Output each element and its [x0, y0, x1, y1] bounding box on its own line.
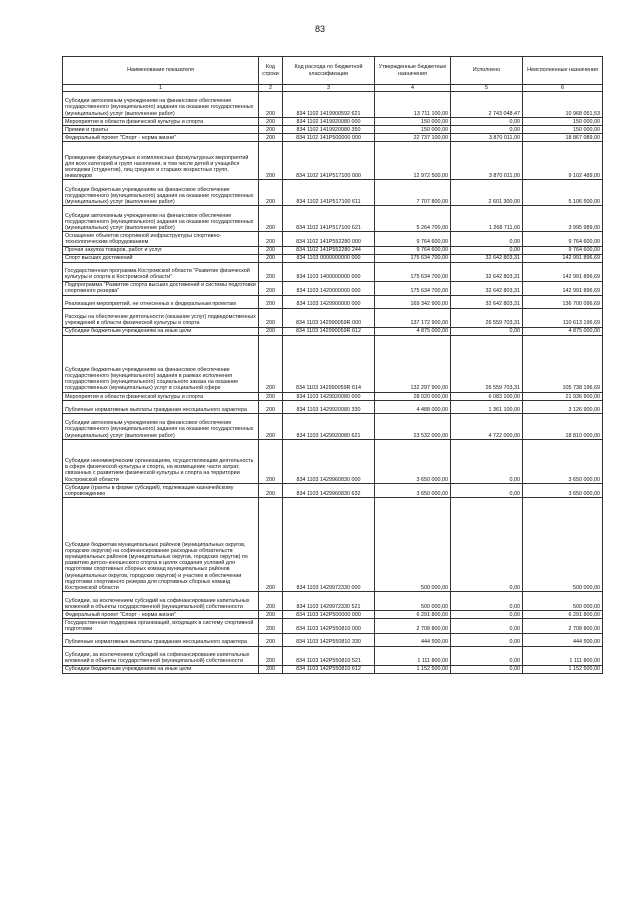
- row-approved: 500 000,00: [375, 498, 451, 592]
- row-expense-code: 834 1102 141P552280 244: [283, 246, 375, 254]
- table-row: [63, 180, 603, 206]
- row-executed: 26 559 703,31: [451, 308, 523, 327]
- row-line-code: 200: [259, 134, 283, 142]
- row-executed: 32 642 803,31: [451, 254, 523, 262]
- row-name: Прочая закупка товаров, работ и услуг: [63, 246, 259, 254]
- row-unexecuted: 142 991 896,69: [523, 281, 603, 295]
- row-approved: 132 297 900,00: [375, 336, 451, 393]
- row-name: Субсидии бюджетным учреждениям на иные цели: [63, 327, 259, 335]
- row-approved: 2 708 800,00: [375, 619, 451, 633]
- header-name: Наименование показателя: [63, 57, 259, 85]
- row-unexecuted: 105 738 196,69: [523, 336, 603, 393]
- row-expense-code: 834 1102 141P500000 000: [283, 134, 375, 142]
- row-expense-code: 834 1103 1429920080 330: [283, 401, 375, 414]
- row-line-code: 200: [259, 336, 283, 393]
- row-line-code: 200: [259, 611, 283, 619]
- table-row: [63, 295, 603, 308]
- row-executed: 0,00: [451, 327, 523, 335]
- row-expense-code: 834 1103 1420000000 000: [283, 281, 375, 295]
- row-unexecuted: 9 764 600,00: [523, 232, 603, 246]
- row-approved: 4 488 000,00: [375, 401, 451, 414]
- row-executed: 0,00: [451, 246, 523, 254]
- row-expense-code: 834 1102 1419920080 000: [283, 118, 375, 126]
- row-unexecuted: 4 875 000,00: [523, 327, 603, 335]
- table-row: [63, 254, 603, 262]
- row-approved: 9 764 600,00: [375, 232, 451, 246]
- row-executed: 0,00: [451, 118, 523, 126]
- header-approved: Утвержденные бюджетные назначения: [375, 57, 451, 85]
- header-executed: Исполнено: [451, 57, 523, 85]
- table-row: [63, 246, 603, 254]
- row-expense-code: 834 1103 142990059R 614: [283, 336, 375, 393]
- row-approved: 22 737 100,00: [375, 134, 451, 142]
- row-unexecuted: 2 708 800,00: [523, 619, 603, 633]
- table-row: [63, 633, 603, 646]
- row-name: Государственная программа Костромской области "Развитие физической культуры и спорта в Костромской области": [63, 262, 259, 281]
- table-row: [63, 336, 603, 393]
- table-row: [63, 401, 603, 414]
- row-unexecuted: 10 968 051,53: [523, 92, 603, 118]
- table-row: [63, 232, 603, 246]
- table-row: [63, 498, 603, 592]
- row-executed: 0,00: [451, 633, 523, 646]
- row-line-code: 200: [259, 592, 283, 611]
- row-line-code: 200: [259, 619, 283, 633]
- row-name: Субсидии, за исключением субсидий на софинансирование капитальных вложений в объекты государственной (муниципальной) собственности: [63, 646, 259, 665]
- table-row: [63, 262, 603, 281]
- table-row: [63, 142, 603, 180]
- row-approved: 9 764 600,00: [375, 246, 451, 254]
- row-unexecuted: 18 867 089,00: [523, 134, 603, 142]
- row-executed: 0,00: [451, 646, 523, 665]
- row-executed: 32 642 803,31: [451, 295, 523, 308]
- row-executed: 0,00: [451, 619, 523, 633]
- row-unexecuted: 444 500,00: [523, 633, 603, 646]
- row-expense-code: 834 1103 142P500000 000: [283, 611, 375, 619]
- row-name: Государственная поддержка организаций, входящих в систему спортивной подготовки: [63, 619, 259, 633]
- row-expense-code: 834 1102 141P517100 000: [283, 142, 375, 180]
- column-number: 5: [451, 85, 523, 92]
- row-name: Мероприятия в области физической культуры и спорта: [63, 393, 259, 401]
- row-name: Субсидии бюджетным учреждениям на финансовое обеспечение государственного (муниципального) задания в рамках исполнения государственного (муниципального) социального заказа на оказание государственных (муниципальных) услуг в социальной сфере: [63, 336, 259, 393]
- row-approved: 1 152 500,00: [375, 665, 451, 673]
- row-line-code: 200: [259, 142, 283, 180]
- row-approved: 28 020 000,00: [375, 393, 451, 401]
- row-name: Субсидии бюджетам муниципальных районов (муниципальных округов, городских округов) на софинансирование расходных обязательств муниципальных районов (муниципальных округов, городских округов) по развитию детско-юношеского спорта в целях создания условий для подготовки спортивных сборных команд муниципальных районов (муниципальных округов, городских округов) и участию в обеспечении подготовки спортивного резерва для спортивных сборных команд Костромской области: [63, 498, 259, 592]
- row-unexecuted: 1 152 500,00: [523, 665, 603, 673]
- row-unexecuted: 110 613 196,69: [523, 308, 603, 327]
- table-row: [63, 393, 603, 401]
- row-name: Субсидии (гранты в форме субсидий), подлежащие казначейскому сопровождению: [63, 484, 259, 498]
- row-executed: 0,00: [451, 440, 523, 484]
- row-line-code: 200: [259, 118, 283, 126]
- row-executed: 4 722 000,00: [451, 414, 523, 440]
- row-expense-code: 834 1103 1429900000 000: [283, 295, 375, 308]
- row-expense-code: 834 1102 141P552280 000: [283, 232, 375, 246]
- row-unexecuted: 5 106 500,00: [523, 180, 603, 206]
- table-row: [63, 92, 603, 118]
- row-name: Субсидии бюджетным учреждениям на иные цели: [63, 665, 259, 673]
- row-unexecuted: 9 102 489,00: [523, 142, 603, 180]
- table-row: [63, 281, 603, 295]
- table-row: [63, 327, 603, 335]
- budget-execution-table: [62, 56, 603, 674]
- row-approved: 1 111 800,00: [375, 646, 451, 665]
- row-name: Федеральный проект "Спорт - норма жизни": [63, 611, 259, 619]
- table-header-row: [63, 57, 603, 85]
- row-executed: 2 601 300,00: [451, 180, 523, 206]
- row-executed: 0,00: [451, 484, 523, 498]
- row-unexecuted: 500 000,00: [523, 498, 603, 592]
- row-expense-code: 834 1103 142P550810 521: [283, 646, 375, 665]
- table-body: [63, 92, 603, 674]
- row-approved: 169 342 900,00: [375, 295, 451, 308]
- row-name: Публичные нормативные выплаты гражданам несоциального характера: [63, 401, 259, 414]
- row-expense-code: 834 1102 141P517100 611: [283, 180, 375, 206]
- row-line-code: 200: [259, 484, 283, 498]
- row-line-code: 200: [259, 232, 283, 246]
- row-executed: 0,00: [451, 232, 523, 246]
- row-unexecuted: 150 000,00: [523, 118, 603, 126]
- row-name: Мероприятия в области физической культуры и спорта: [63, 118, 259, 126]
- row-name: Спорт высших достижений: [63, 254, 259, 262]
- row-unexecuted: 150 000,00: [523, 126, 603, 134]
- row-unexecuted: 6 291 800,00: [523, 611, 603, 619]
- table-row: [63, 414, 603, 440]
- row-name: Публичные нормативные выплаты гражданам несоциального характера: [63, 633, 259, 646]
- row-executed: 32 642 803,31: [451, 281, 523, 295]
- row-unexecuted: 3 650 000,00: [523, 440, 603, 484]
- row-name: Подпрограмма "Развитие спорта высших достижений и системы подготовки спортивного резерва": [63, 281, 259, 295]
- table-row: [63, 665, 603, 673]
- row-expense-code: 834 1103 142990059R 612: [283, 327, 375, 335]
- table-row: [63, 206, 603, 232]
- row-executed: 26 559 703,31: [451, 336, 523, 393]
- column-number: 2: [259, 85, 283, 92]
- column-number: 3: [283, 85, 375, 92]
- row-expense-code: 834 1102 141P517100 621: [283, 206, 375, 232]
- table-row: [63, 440, 603, 484]
- header-line-code: Код строки: [259, 57, 283, 85]
- row-expense-code: 834 1103 1429972330 521: [283, 592, 375, 611]
- row-name: Субсидии некоммерческим организациям, осуществляющим деятельность в сфере физической культуры и спорта, на возмещение части затрат, связанных с развитием физической культуры и спорта на территории Костромской области: [63, 440, 259, 484]
- row-approved: 150 000,00: [375, 126, 451, 134]
- row-approved: 23 532 000,00: [375, 414, 451, 440]
- row-executed: 0,00: [451, 126, 523, 134]
- row-executed: 6 083 100,00: [451, 393, 523, 401]
- row-name: Проведение физкультурных и комплексных физкультурных мероприятий для всех категорий и групп населения, в том числе детей и учащейся молодежи (студентов), лиц средних и старших возрастных групп, инвалидов: [63, 142, 259, 180]
- header-unexecuted: Неисполненные назначения: [523, 57, 603, 85]
- row-name: Реализация мероприятий, не отнесенных к федеральным проектам: [63, 295, 259, 308]
- row-expense-code: 834 1103 1429920080 621: [283, 414, 375, 440]
- column-number: 4: [375, 85, 451, 92]
- column-number: 6: [523, 85, 603, 92]
- row-expense-code: 834 1103 142P550810 330: [283, 633, 375, 646]
- row-executed: 3 870 011,00: [451, 134, 523, 142]
- row-unexecuted: 18 810 000,00: [523, 414, 603, 440]
- row-expense-code: 834 1102 1419900592 621: [283, 92, 375, 118]
- row-expense-code: 834 1103 142P550810 000: [283, 619, 375, 633]
- table-row: [63, 592, 603, 611]
- table-row: [63, 308, 603, 327]
- row-expense-code: 834 1103 1400000000 000: [283, 262, 375, 281]
- row-expense-code: 834 1102 1419920080 350: [283, 126, 375, 134]
- table-row: [63, 646, 603, 665]
- row-unexecuted: 3 126 900,00: [523, 401, 603, 414]
- row-line-code: 200: [259, 440, 283, 484]
- row-name: Субсидии автономным учреждениям на финансовое обеспечение государственного (муниципального) задания на оказание государственных (муниципальных) услуг (выполнение работ): [63, 414, 259, 440]
- row-line-code: 200: [259, 295, 283, 308]
- row-approved: 150 000,00: [375, 118, 451, 126]
- row-line-code: 200: [259, 126, 283, 134]
- row-expense-code: 834 1103 142P550810 612: [283, 665, 375, 673]
- column-number: 1: [63, 85, 259, 92]
- row-line-code: 200: [259, 498, 283, 592]
- row-line-code: 200: [259, 308, 283, 327]
- row-executed: 1 361 100,00: [451, 401, 523, 414]
- row-line-code: 200: [259, 281, 283, 295]
- row-name: Федеральный проект "Спорт - норма жизни": [63, 134, 259, 142]
- row-expense-code: 834 1103 0000000000 000: [283, 254, 375, 262]
- row-line-code: 200: [259, 246, 283, 254]
- row-name: Субсидии автономным учреждениям на финансовое обеспечение государственного (муниципального) задания на оказание государственных (муниципальных) услуг (выполнение работ): [63, 92, 259, 118]
- row-expense-code: 834 1103 1429960830 000: [283, 440, 375, 484]
- row-unexecuted: 142 991 896,69: [523, 254, 603, 262]
- row-executed: 2 743 048,47: [451, 92, 523, 118]
- row-unexecuted: 3 995 989,00: [523, 206, 603, 232]
- row-line-code: 200: [259, 180, 283, 206]
- row-approved: 175 634 700,00: [375, 281, 451, 295]
- row-executed: 1 268 711,00: [451, 206, 523, 232]
- row-expense-code: 834 1103 142990059R 000: [283, 308, 375, 327]
- row-line-code: 200: [259, 393, 283, 401]
- row-line-code: 200: [259, 414, 283, 440]
- row-approved: 137 172 900,00: [375, 308, 451, 327]
- row-line-code: 200: [259, 401, 283, 414]
- row-approved: 3 650 000,00: [375, 440, 451, 484]
- row-name: Расходы на обеспечение деятельности (оказание услуг) подведомственных учреждений в области физической культуры и спорта: [63, 308, 259, 327]
- row-executed: 3 870 011,00: [451, 142, 523, 180]
- page-number: 83: [314, 24, 325, 34]
- row-unexecuted: 1 111 800,00: [523, 646, 603, 665]
- row-line-code: 200: [259, 327, 283, 335]
- row-expense-code: 834 1103 1429960830 632: [283, 484, 375, 498]
- row-approved: 444 500,00: [375, 633, 451, 646]
- row-line-code: 200: [259, 206, 283, 232]
- row-executed: 0,00: [451, 498, 523, 592]
- row-approved: 5 264 700,00: [375, 206, 451, 232]
- row-line-code: 200: [259, 633, 283, 646]
- row-approved: 175 634 700,00: [375, 262, 451, 281]
- row-name: Субсидии, за исключением субсидий на софинансирование капитальных вложений в объекты государственной (муниципальной) собственности: [63, 592, 259, 611]
- table-row: [63, 611, 603, 619]
- row-approved: 175 634 700,00: [375, 254, 451, 262]
- row-expense-code: 834 1103 1429972330 000: [283, 498, 375, 592]
- row-executed: 0,00: [451, 611, 523, 619]
- row-approved: 3 650 000,00: [375, 484, 451, 498]
- row-approved: 500 000,00: [375, 592, 451, 611]
- row-unexecuted: 21 936 900,00: [523, 393, 603, 401]
- row-expense-code: 834 1103 1429920080 000: [283, 393, 375, 401]
- row-approved: 4 875 000,00: [375, 327, 451, 335]
- row-approved: 6 291 800,00: [375, 611, 451, 619]
- row-line-code: 200: [259, 254, 283, 262]
- row-line-code: 200: [259, 665, 283, 673]
- header-expense-code: Код расхода по бюджетной классификации: [283, 57, 375, 85]
- row-unexecuted: 136 700 096,69: [523, 295, 603, 308]
- row-line-code: 200: [259, 92, 283, 118]
- row-name: Премии и гранты: [63, 126, 259, 134]
- row-name: Субсидии автономным учреждениям на финансовое обеспечение государственного (муниципального) задания на оказание государственных (муниципальных) услуг (выполнение работ): [63, 206, 259, 232]
- row-approved: 12 972 500,00: [375, 142, 451, 180]
- table-row: [63, 484, 603, 498]
- table-row: [63, 619, 603, 633]
- row-executed: 0,00: [451, 665, 523, 673]
- row-unexecuted: 500 000,00: [523, 592, 603, 611]
- table-row: [63, 118, 603, 126]
- row-executed: 0,00: [451, 592, 523, 611]
- table-row: [63, 126, 603, 134]
- row-executed: 32 642 803,31: [451, 262, 523, 281]
- row-name: Оснащение объектов спортивной инфраструктуры спортивно-технологическим оборудованием: [63, 232, 259, 246]
- row-approved: 13 711 100,00: [375, 92, 451, 118]
- row-unexecuted: 9 764 600,00: [523, 246, 603, 254]
- row-line-code: 200: [259, 262, 283, 281]
- table-row: [63, 134, 603, 142]
- row-unexecuted: 3 650 000,00: [523, 484, 603, 498]
- row-name: Субсидии бюджетным учреждениям на финансовое обеспечение государственного (муниципального) задания на оказание государственных (муниципальных) услуг (выполнение работ): [63, 180, 259, 206]
- row-unexecuted: 142 991 896,69: [523, 262, 603, 281]
- row-approved: 7 707 800,00: [375, 180, 451, 206]
- column-number-row: [63, 85, 603, 92]
- row-line-code: 200: [259, 646, 283, 665]
